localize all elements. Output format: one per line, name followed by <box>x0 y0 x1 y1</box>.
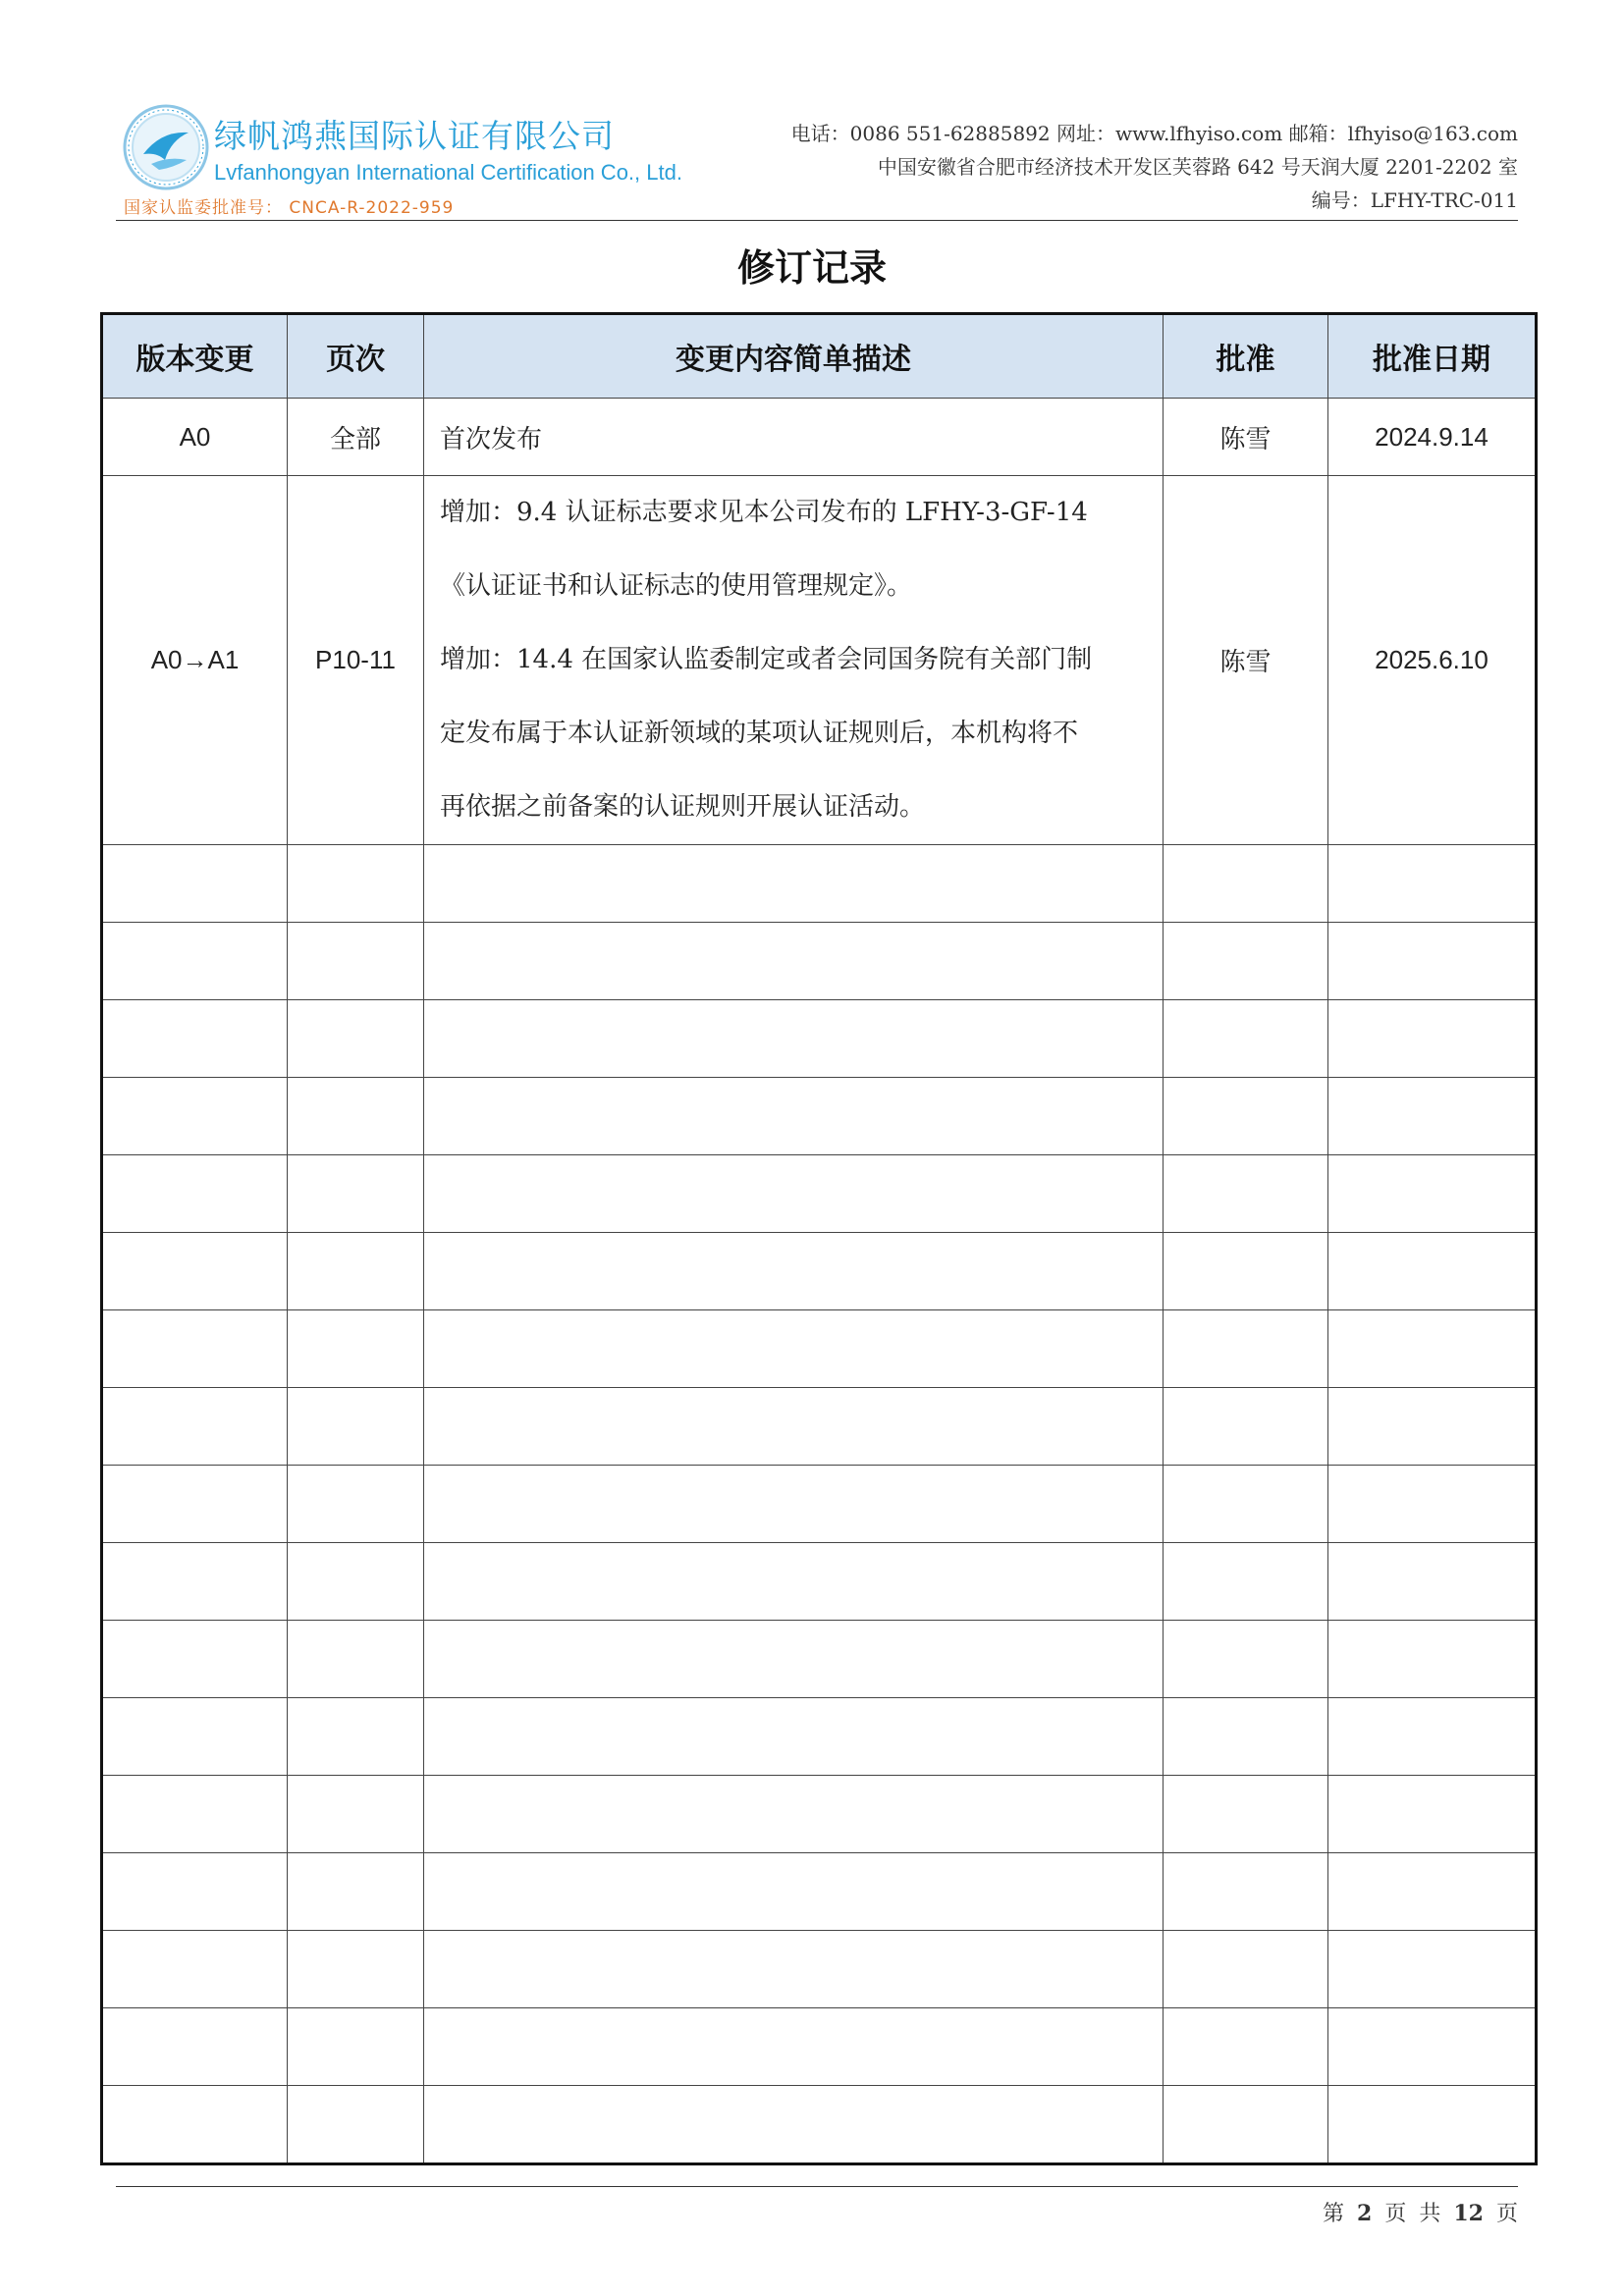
approval-number: 国家认监委批准号： CNCA-R-2022-959 <box>124 198 455 218</box>
page-number <box>1323 2197 1518 2227</box>
empty-cell <box>102 1543 288 1621</box>
cell-date: 2024.9.14 <box>1328 399 1537 476</box>
empty-cell <box>288 1310 424 1388</box>
empty-cell <box>1328 1621 1537 1698</box>
empty-table-row <box>102 1078 1537 1155</box>
empty-cell <box>102 1000 288 1078</box>
empty-table-row <box>102 1621 1537 1698</box>
empty-cell <box>288 1621 424 1698</box>
empty-cell <box>102 1853 288 1931</box>
empty-table-row <box>102 845 1537 923</box>
empty-cell <box>102 1310 288 1388</box>
empty-cell <box>1164 1698 1328 1776</box>
page-title: 修订记录 <box>736 246 887 290</box>
header-approval-date: 批准日期 <box>1328 314 1537 399</box>
empty-table-row <box>102 1698 1537 1776</box>
table-row <box>102 399 1537 476</box>
empty-cell <box>102 1388 288 1466</box>
empty-table-row <box>102 1931 1537 2008</box>
cell-pages: P10-11 <box>288 476 424 845</box>
empty-cell <box>1164 1543 1328 1621</box>
empty-cell <box>288 1698 424 1776</box>
empty-cell <box>424 1776 1164 1853</box>
empty-cell <box>288 1776 424 1853</box>
revision-table <box>100 312 1538 2165</box>
empty-cell <box>102 1621 288 1698</box>
cell-description: 首次发布 <box>424 399 1164 476</box>
cell-approver: 陈雪 <box>1164 399 1328 476</box>
empty-cell <box>288 2086 424 2164</box>
empty-table-row <box>102 2008 1537 2086</box>
empty-table-row <box>102 1543 1537 1621</box>
page-middle: 页 共 <box>1384 2202 1441 2226</box>
footer-divider <box>116 2186 1518 2187</box>
empty-cell <box>1328 1776 1537 1853</box>
empty-cell <box>288 1543 424 1621</box>
empty-cell <box>1328 1000 1537 1078</box>
empty-cell <box>424 1853 1164 1931</box>
empty-cell <box>1164 2086 1328 2164</box>
empty-cell <box>1328 1931 1537 2008</box>
header-divider <box>116 220 1518 221</box>
empty-cell <box>288 1233 424 1310</box>
header-description: 变更内容简单描述 <box>424 314 1164 399</box>
empty-cell <box>1328 2008 1537 2086</box>
empty-table-row <box>102 1233 1537 1310</box>
empty-cell <box>1164 1155 1328 1233</box>
empty-cell <box>424 923 1164 1000</box>
empty-cell <box>424 1155 1164 1233</box>
empty-cell <box>424 845 1164 923</box>
empty-cell <box>424 1931 1164 2008</box>
empty-cell <box>424 1698 1164 1776</box>
empty-cell <box>1328 2086 1537 2164</box>
empty-cell <box>1328 1310 1537 1388</box>
document-number: 编号：LFHY-TRC-011 <box>1311 188 1518 212</box>
page-suffix: 页 <box>1495 2202 1518 2226</box>
empty-cell <box>102 2008 288 2086</box>
empty-cell <box>102 1776 288 1853</box>
page-header <box>116 103 1518 219</box>
empty-cell <box>424 1233 1164 1310</box>
empty-cell <box>1328 1853 1537 1931</box>
empty-cell <box>1328 1078 1537 1155</box>
empty-cell <box>288 845 424 923</box>
empty-cell <box>288 923 424 1000</box>
company-logo-icon <box>122 103 210 191</box>
empty-cell <box>1164 845 1328 923</box>
empty-cell <box>424 1388 1164 1466</box>
empty-cell <box>1164 1078 1328 1155</box>
empty-table-row <box>102 1776 1537 1853</box>
empty-cell <box>288 1931 424 2008</box>
empty-cell <box>102 923 288 1000</box>
empty-cell <box>102 845 288 923</box>
empty-cell <box>424 1078 1164 1155</box>
empty-cell <box>288 1388 424 1466</box>
empty-cell <box>1328 1698 1537 1776</box>
empty-cell <box>288 1078 424 1155</box>
cell-version: A0 <box>102 399 288 476</box>
contact-line: 电话：0086 551-62885892 网址：www.lfhyiso.com 邮箱：lfhyiso@163.com <box>790 122 1518 145</box>
empty-cell <box>102 2086 288 2164</box>
table-header-row <box>102 314 1537 399</box>
empty-cell <box>1164 1466 1328 1543</box>
empty-cell <box>288 1000 424 1078</box>
empty-cell <box>102 1931 288 2008</box>
empty-cell <box>1164 1233 1328 1310</box>
empty-cell <box>1164 1388 1328 1466</box>
cell-date: 2025.6.10 <box>1328 476 1537 845</box>
empty-cell <box>1328 1155 1537 1233</box>
empty-cell <box>102 1698 288 1776</box>
empty-cell <box>424 1000 1164 1078</box>
company-name-cn: 绿帆鸿燕国际认证有限公司 <box>214 117 615 155</box>
empty-cell <box>1164 2008 1328 2086</box>
header-pages: 页次 <box>288 314 424 399</box>
cell-approver: 陈雪 <box>1164 476 1328 845</box>
header-approver: 批准 <box>1164 314 1328 399</box>
description-line: 《认证证书和认证标志的使用管理规定》。 <box>440 571 913 601</box>
empty-cell <box>288 1466 424 1543</box>
cell-pages: 全部 <box>288 399 424 476</box>
empty-cell <box>1164 923 1328 1000</box>
empty-cell <box>1164 1621 1328 1698</box>
empty-cell <box>1164 1310 1328 1388</box>
empty-cell <box>424 1543 1164 1621</box>
empty-table-row <box>102 1853 1537 1931</box>
empty-cell <box>1328 1466 1537 1543</box>
cell-version: A0→A1 <box>102 476 288 845</box>
empty-cell <box>102 1233 288 1310</box>
empty-cell <box>1328 1388 1537 1466</box>
empty-cell <box>424 1310 1164 1388</box>
cell-description <box>424 476 1164 845</box>
contact-block <box>791 117 1518 217</box>
description-line: 增加：14.4 在国家认监委制定或者会同国务院有关部门制 <box>440 645 1093 674</box>
page-prefix: 第 <box>1323 2202 1345 2226</box>
empty-cell <box>1328 1543 1537 1621</box>
empty-cell <box>424 2086 1164 2164</box>
address-line: 中国安徽省合肥市经济技术开发区芙蓉路 642 号天润大厦 2201-2202 室 <box>877 155 1518 179</box>
empty-cell <box>1164 1853 1328 1931</box>
current-page: 2 <box>1357 2201 1373 2226</box>
empty-cell <box>1328 923 1537 1000</box>
empty-table-row <box>102 2086 1537 2164</box>
total-pages: 12 <box>1453 2201 1484 2226</box>
table-row <box>102 476 1537 845</box>
empty-table-row <box>102 1310 1537 1388</box>
empty-cell <box>288 1853 424 1931</box>
empty-cell <box>424 1466 1164 1543</box>
empty-cell <box>102 1155 288 1233</box>
empty-table-row <box>102 1000 1537 1078</box>
empty-table-row <box>102 1466 1537 1543</box>
empty-cell <box>1328 1233 1537 1310</box>
empty-table-row <box>102 1155 1537 1233</box>
description-line: 增加：9.4 认证标志要求见本公司发布的 LFHY-3-GF-14 <box>440 498 1088 527</box>
empty-cell <box>1164 1931 1328 2008</box>
empty-cell <box>1164 1000 1328 1078</box>
empty-cell <box>1164 1776 1328 1853</box>
empty-cell <box>288 2008 424 2086</box>
empty-table-row <box>102 1388 1537 1466</box>
empty-cell <box>102 1466 288 1543</box>
empty-cell <box>1328 845 1537 923</box>
description-line: 再依据之前备案的认证规则开展认证活动。 <box>440 792 926 822</box>
empty-cell <box>288 1155 424 1233</box>
empty-cell <box>102 1078 288 1155</box>
description-line: 定发布属于本认证新领域的某项认证规则后，本机构将不 <box>440 719 1079 748</box>
header-version: 版本变更 <box>102 314 288 399</box>
company-name-en: Lvfanhongyan International Certification Co., Ltd. <box>214 160 682 185</box>
empty-cell <box>424 1621 1164 1698</box>
empty-table-row <box>102 923 1537 1000</box>
empty-cell <box>424 2008 1164 2086</box>
